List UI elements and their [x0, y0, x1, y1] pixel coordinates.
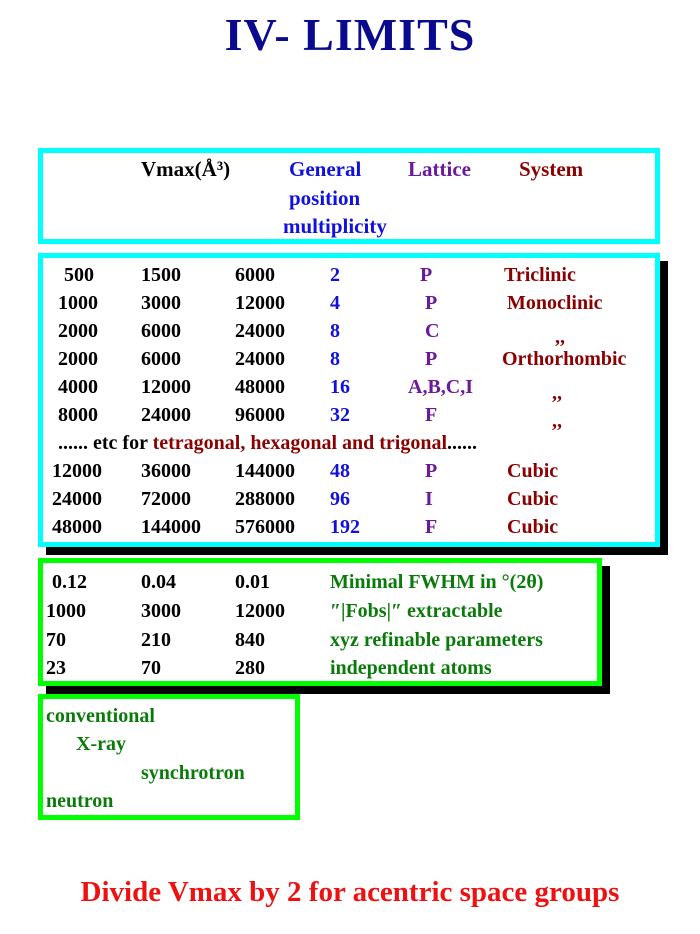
table-cell-vmax1: 2000 [58, 348, 98, 370]
table-cell-vmax3: 6000 [235, 264, 275, 286]
table-cell-lattice: C [425, 320, 440, 342]
table-cell-system: Triclinic [504, 264, 576, 286]
header-vmax: Vmax(Å³) [141, 157, 231, 181]
table-cell-multiplicity: 16 [330, 376, 350, 398]
table-cell-vmax2: 24000 [141, 404, 191, 426]
table-cell-multiplicity: 4 [330, 292, 340, 314]
table-cell-system: Monoclinic [507, 292, 603, 314]
table-cell-vmax2: 1500 [141, 264, 181, 286]
footer-note: Divide Vmax by 2 for acentric space groups [80, 876, 620, 908]
table-cell-vmax1: 8000 [58, 404, 98, 426]
table-cell-lattice: I [425, 488, 433, 510]
header-multiplicity-line-2: position [289, 186, 361, 210]
table-cell-system: Cubic [507, 460, 559, 482]
table-cell-vmax2: 6000 [141, 320, 181, 342]
source-synchrotron: synchrotron [141, 762, 245, 784]
limits-cell-v3: 840 [235, 629, 265, 651]
table-cell-multiplicity: 8 [330, 348, 340, 370]
limits-cell-v2: 0.04 [141, 571, 176, 593]
limits-cell-desc: ″|Fobs|″ extractable [330, 600, 503, 622]
etc-line [58, 429, 477, 457]
table-cell-vmax2: 6000 [141, 348, 181, 370]
table-cell-vmax2: 36000 [141, 460, 191, 482]
table-cell-multiplicity: 48 [330, 460, 350, 482]
header-multiplicity-line-3: multiplicity [283, 214, 387, 238]
limits-cell-v1: 0.12 [52, 571, 87, 593]
table-cell-vmax1: 12000 [52, 460, 102, 482]
limits-cell-v3: 0.01 [235, 571, 270, 593]
etc-line-prefix: ...... etc for [58, 432, 153, 454]
source-x-ray: X-ray [76, 733, 126, 755]
table-cell-vmax3: 24000 [235, 320, 285, 342]
table-cell-multiplicity: 32 [330, 404, 350, 426]
table-cell-vmax1: 500 [64, 264, 94, 286]
limits-cell-desc: Minimal FWHM in °(2θ) [330, 571, 544, 593]
table-cell-multiplicity: 8 [330, 320, 340, 342]
limits-cell-v2: 3000 [141, 600, 181, 622]
limits-cell-v1: 23 [46, 657, 66, 679]
table-cell-vmax1: 24000 [52, 488, 102, 510]
table-cell-multiplicity: 2 [330, 264, 340, 286]
table-cell-vmax1: 1000 [58, 292, 98, 314]
table-cell-vmax1: 48000 [52, 516, 102, 538]
table-cell-vmax3: 288000 [235, 488, 295, 510]
table-cell-system-ditto: ,, [552, 382, 562, 404]
table-cell-lattice: P [425, 460, 438, 482]
table-cell-system-ditto: ,, [552, 410, 562, 432]
limits-cell-v2: 210 [141, 629, 171, 651]
table-cell-lattice: P [420, 264, 433, 286]
table-cell-lattice: A,B,C,I [408, 376, 474, 398]
limits-cell-v3: 12000 [235, 600, 285, 622]
header-multiplicity-line-1: General [289, 157, 362, 181]
table-cell-vmax3: 96000 [235, 404, 285, 426]
table-cell-lattice: F [425, 516, 438, 538]
etc-line-suffix: ...... [447, 432, 478, 454]
table-cell-vmax2: 3000 [141, 292, 181, 314]
table-cell-lattice: P [425, 292, 438, 314]
table-cell-vmax3: 24000 [235, 348, 285, 370]
limits-cell-desc: xyz refinable parameters [330, 629, 543, 651]
etc-line-systems: tetragonal, hexagonal and trigonal [152, 432, 448, 454]
table-cell-vmax2: 12000 [141, 376, 191, 398]
table-cell-system-ditto: ,, [555, 326, 565, 348]
table-cell-vmax3: 48000 [235, 376, 285, 398]
header-lattice: Lattice [408, 157, 471, 181]
table-cell-vmax3: 576000 [235, 516, 295, 538]
table-cell-system: Orthorhombic [502, 348, 627, 370]
table-cell-multiplicity: 192 [330, 516, 360, 538]
table-cell-lattice: P [425, 348, 438, 370]
table-cell-vmax3: 144000 [235, 460, 295, 482]
table-cell-system: Cubic [507, 516, 559, 538]
limits-cell-v3: 280 [235, 657, 265, 679]
page-title: IV- LIMITS [224, 9, 476, 60]
table-cell-system: Cubic [507, 488, 559, 510]
table-cell-vmax1: 2000 [58, 320, 98, 342]
table-cell-vmax2: 72000 [141, 488, 191, 510]
source-conventional: conventional [46, 705, 155, 727]
table-cell-vmax3: 12000 [235, 292, 285, 314]
limits-cell-v1: 70 [46, 629, 66, 651]
table-cell-lattice: F [425, 404, 438, 426]
table-cell-vmax1: 4000 [58, 376, 98, 398]
header-system: System [519, 157, 584, 181]
source-neutron: neutron [46, 790, 114, 812]
limits-cell-v2: 70 [141, 657, 161, 679]
limits-cell-desc: independent atoms [330, 657, 492, 679]
table-cell-multiplicity: 96 [330, 488, 350, 510]
limits-cell-v1: 1000 [46, 600, 86, 622]
table-cell-vmax2: 144000 [141, 516, 201, 538]
